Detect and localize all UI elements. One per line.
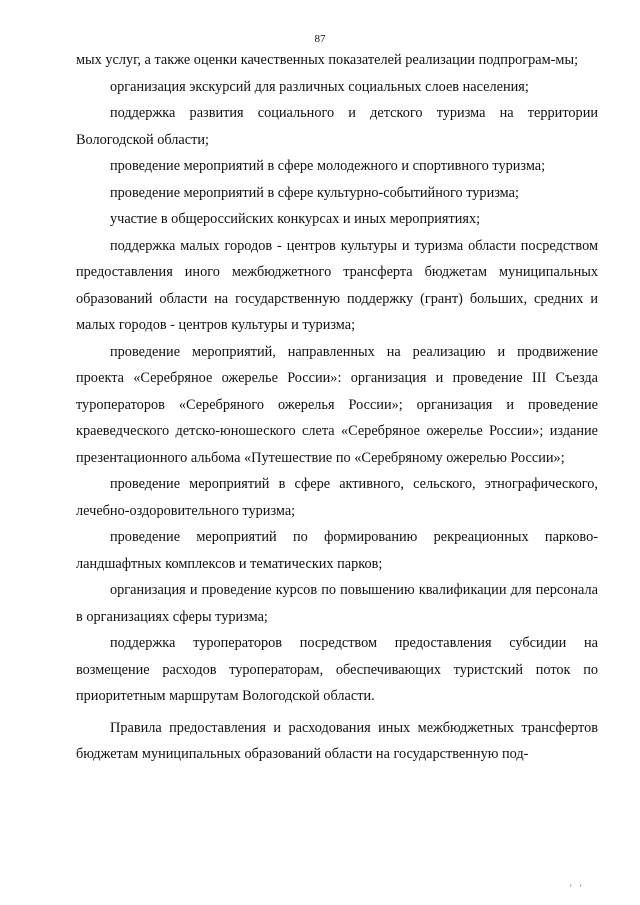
- paragraph-continuation: мых услуг, а также оценки качественных показателей реализации подпрограм-мы;: [76, 52, 579, 68]
- paragraph-tour-operator-support: поддержка туроператоров посредством предоставления субсидии на возмещение расходов туроператорам, обеспечивающих туристский поток по приоритетным маршрутам Вологодской области.: [76, 635, 598, 704]
- paragraph-excursions: организация экскурсий для различных социальных слоев населения;: [110, 78, 529, 95]
- scan-marks: ' ': [570, 883, 585, 893]
- paragraph-silver-necklace: проведение мероприятий, направленных на реализацию и продвижение проекта «Серебряное ожерелье России»: организация и проведение III Съезда туроператоров «Серебряного ожерелья России»; организация и проведение краеведческого детско-юношеского слета «Серебряное ожерелье России»; издание презентационного альбома «Путешествие по «Серебряному ожерелью России»;: [76, 343, 598, 466]
- paragraph-training-courses: организация и проведение курсов по повышению квалификации для персонала в организациях сферы туризма;: [76, 582, 598, 625]
- paragraph-competitions: участие в общероссийских конкурсах и иных мероприятиях;: [110, 211, 481, 227]
- paragraph-recreational-parks: проведение мероприятий по формированию рекреационных парково-ландшафтных комплексов и тематических парков;: [76, 529, 598, 572]
- paragraph-small-towns: поддержка малых городов - центров культуры и туризма области посредством предоставления иного межбюджетного трансферта бюджетам муниципальных образований области на государственную поддержку (грант) больших, средних и малых городов - центров культуры и туризма;: [76, 237, 598, 333]
- paragraph-youth-sport-tourism: проведение мероприятий в сфере молодежного и спортивного туризма;: [110, 158, 546, 174]
- page-number: 87: [314, 33, 326, 45]
- paragraph-transfer-rules: Правила предоставления и расходования иных межбюджетных трансфертов бюджетам муниципальных образований области на государственную под-: [76, 719, 598, 762]
- paragraph-cultural-event-tourism: проведение мероприятий в сфере культурно-событийного туризма;: [110, 184, 519, 201]
- document-body: [76, 47, 598, 768]
- paragraph-social-tourism: поддержка развития социального и детского туризма на территории Вологодской области;: [76, 105, 598, 148]
- paragraph-active-tourism: проведение мероприятий в сфере активного, сельского, этнографического, лечебно-оздоровительного туризма;: [76, 476, 598, 519]
